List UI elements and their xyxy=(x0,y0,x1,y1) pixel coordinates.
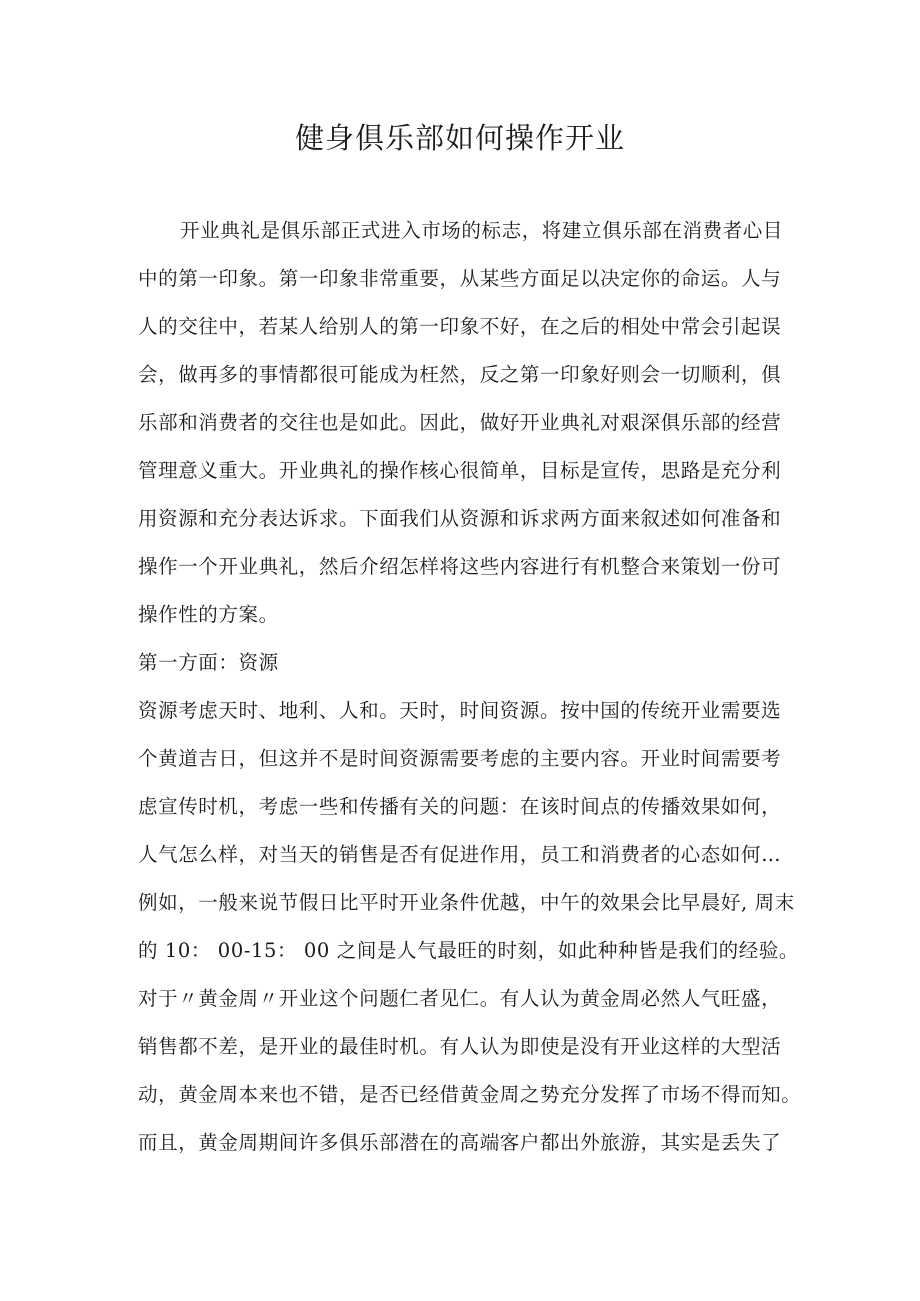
paragraph-line: 管理意义重大。开业典礼的操作核心很简单，目标是宣传，思路是充分利 xyxy=(138,459,782,482)
paragraph-line: 操作性的方案。 xyxy=(138,603,279,626)
section-heading: 第一方面：资源 xyxy=(138,651,279,674)
paragraph-line: 对于〃黄金周〃开业这个问题仁者见仁。有人认为黄金周必然人气旺盛， xyxy=(138,987,782,1010)
document-title: 健身俱乐部如何操作开业 xyxy=(294,121,625,155)
paragraph-line: 中的第一印象。第一印象非常重要，从某些方面足以决定你的命运。人与 xyxy=(138,267,782,290)
paragraph-line: 虑宣传时机，考虑一些和传播有关的问题：在该时间点的传播效果如何， xyxy=(138,795,782,818)
paragraph-line: 销售都不差，是开业的最佳时机。有人认为即使是没有开业这样的大型活 xyxy=(138,1035,782,1058)
paragraph-line: 人的交往中，若某人给别人的第一印象不好，在之后的相处中常会引起误 xyxy=(138,315,782,338)
paragraph-line: 人气怎么样，对当天的销售是否有促进作用，员工和消费者的心态如何… xyxy=(138,843,782,866)
paragraph-line: 会，做再多的事情都很可能成为枉然，反之第一印象好则会一切顺利，俱 xyxy=(138,363,782,386)
paragraph-line: 资源考虑天时、地利、人和。天时，时间资源。按中国的传统开业需要选 xyxy=(138,699,782,722)
paragraph-line: 而且，黄金周期间许多俱乐部潜在的高端客户都出外旅游，其实是丢失了 xyxy=(138,1131,782,1154)
paragraph-line: 用资源和充分表达诉求。下面我们从资源和诉求两方面来叙述如何准备和 xyxy=(138,507,782,530)
paragraph-line: 动，黄金周本来也不错，是否已经借黄金周之势充分发挥了市场不得而知。 xyxy=(138,1083,802,1106)
paragraph-line: 操作一个开业典礼，然后介绍怎样将这些内容进行有机整合来策划一份可 xyxy=(138,555,782,578)
paragraph-line: 乐部和消费者的交往也是如此。因此，做好开业典礼对艰深俱乐部的经营 xyxy=(138,411,782,434)
paragraph-line: 个黄道吉日，但这并不是时间资源需要考虑的主要内容。开业时间需要考 xyxy=(138,747,782,770)
paragraph-line: 开业典礼是俱乐部正式进入市场的标志，将建立俱乐部在消费者心目 xyxy=(180,219,784,242)
paragraph-line: 例如，一般来说节假日比平时开业条件优越，中午的效果会比早晨好, 周末 xyxy=(138,891,795,914)
paragraph-line: 的 10： 00-15： 00 之间是人气最旺的时刻，如此种种皆是我们的经验。 xyxy=(138,939,800,962)
